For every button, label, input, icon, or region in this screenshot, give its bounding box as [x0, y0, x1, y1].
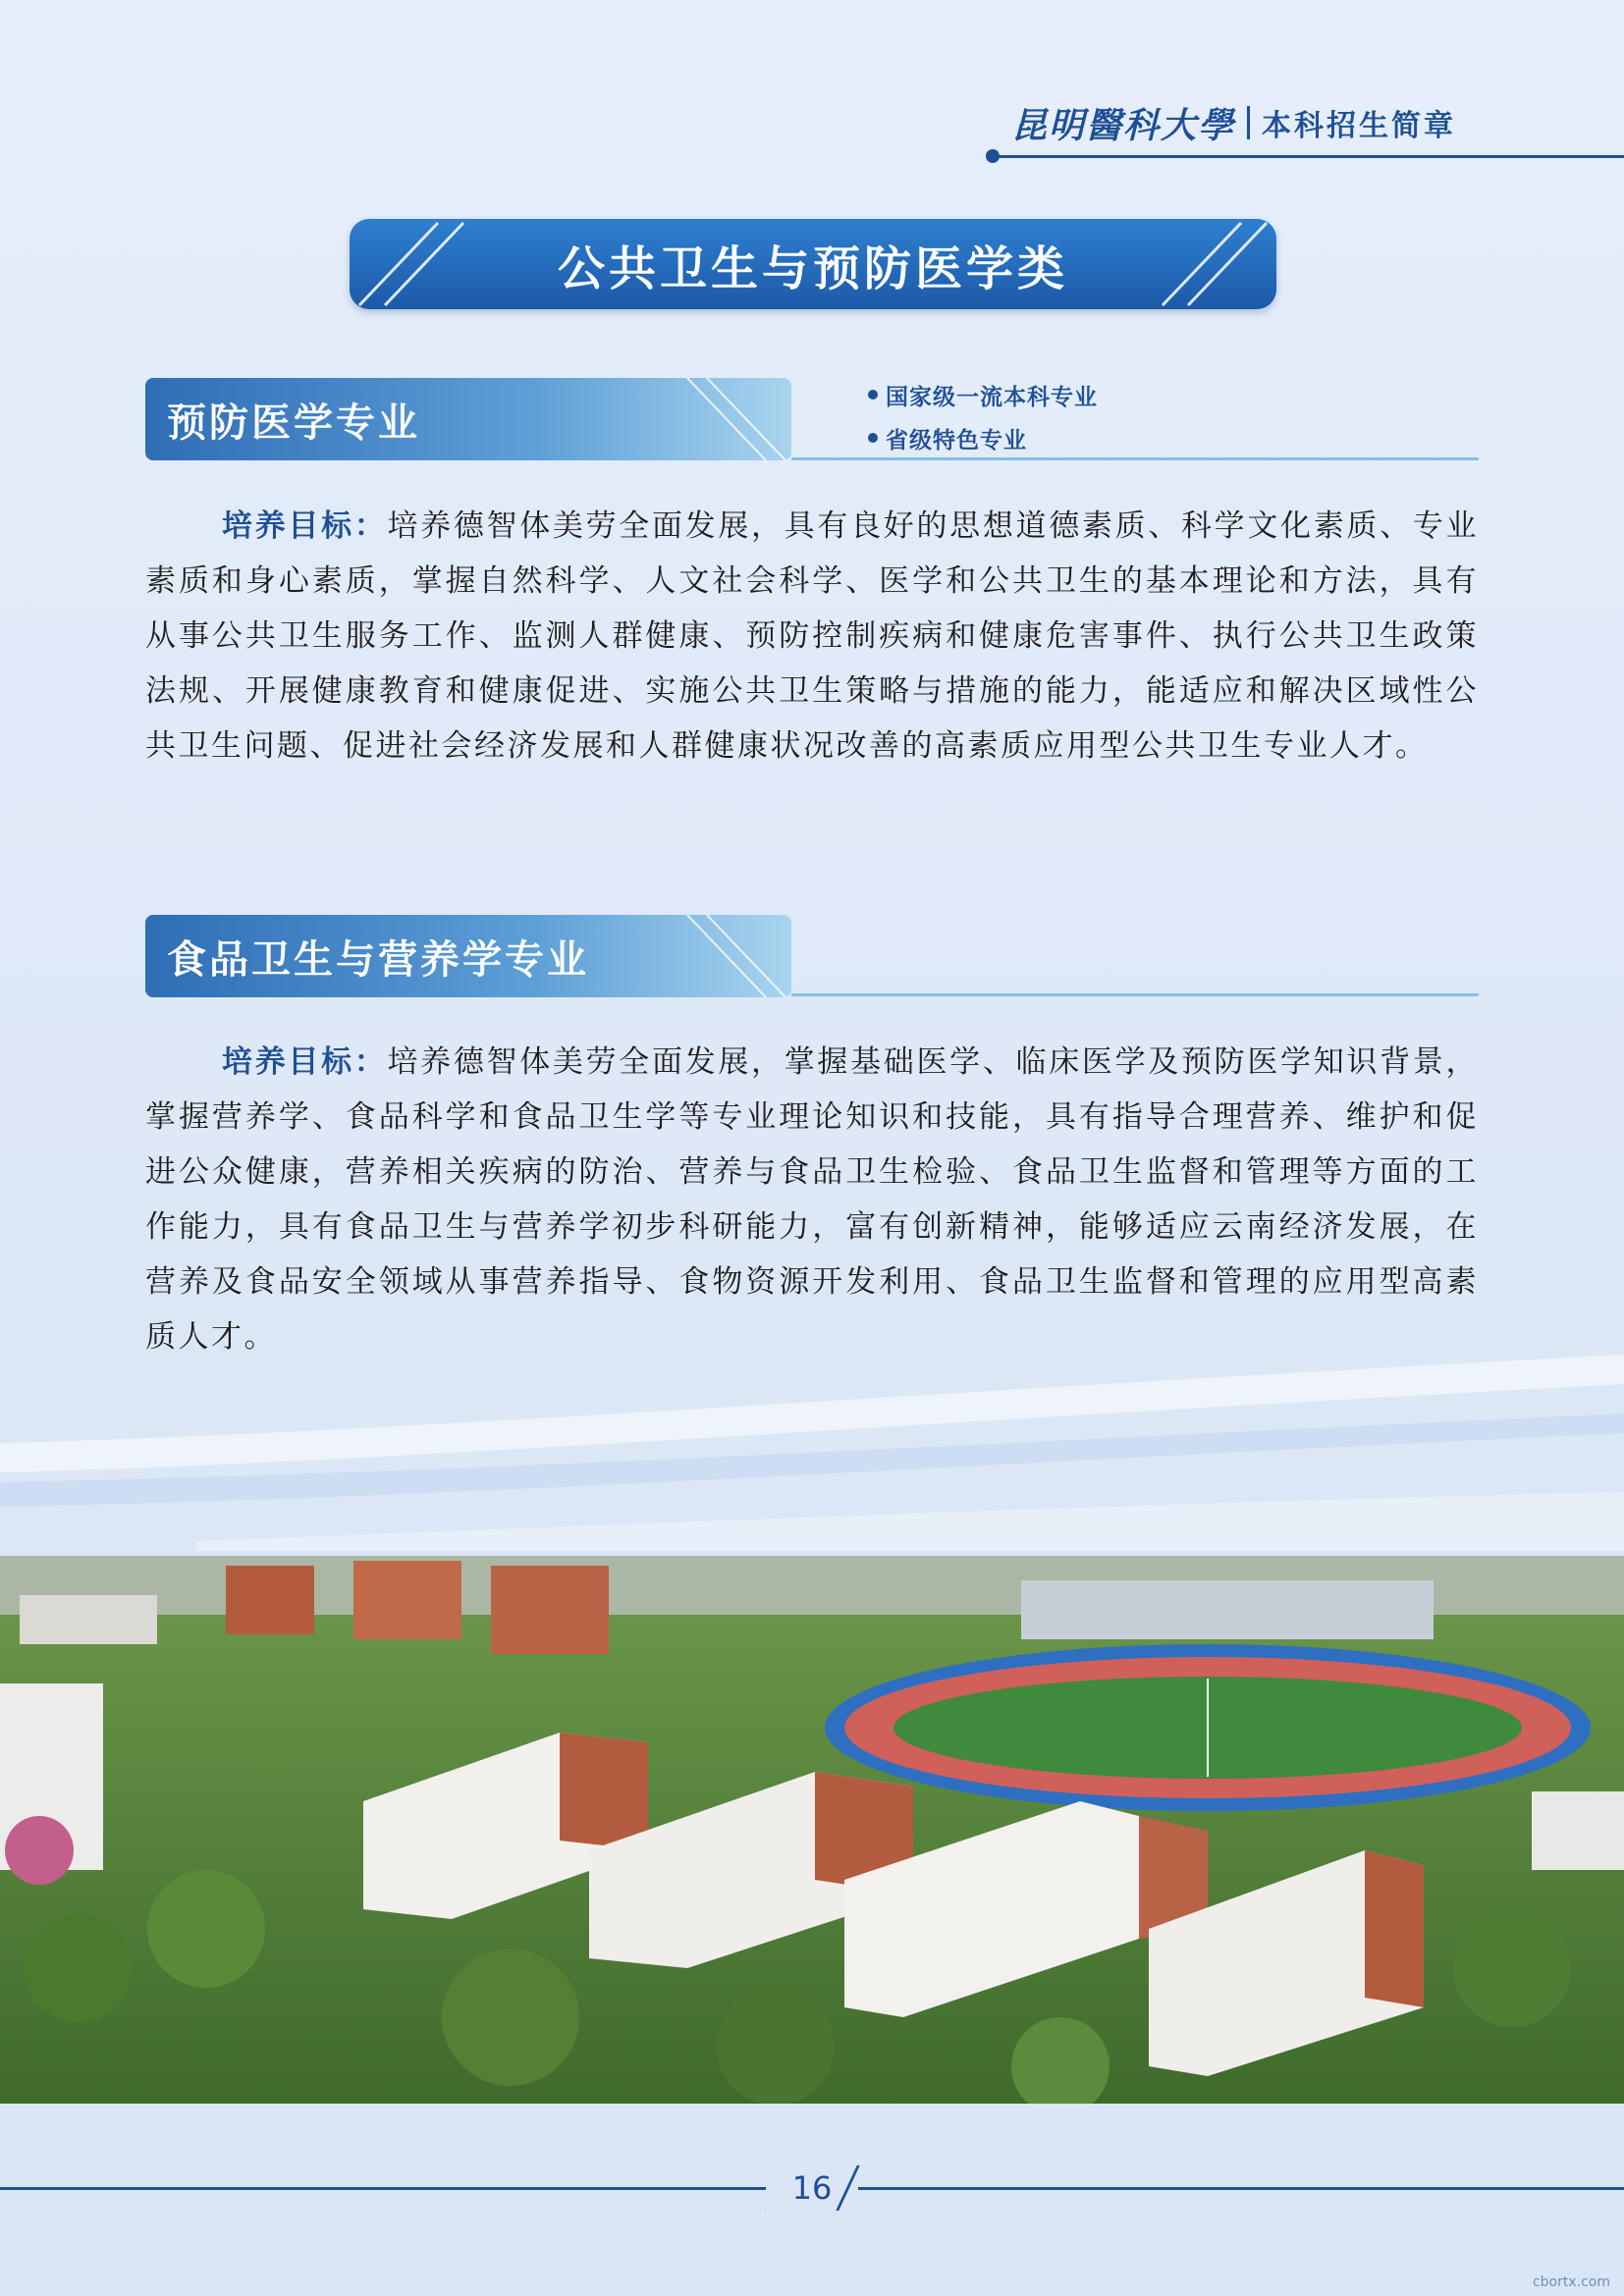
header-divider: [1247, 106, 1250, 139]
brochure-subtitle: 本科招生简章: [1262, 109, 1457, 143]
goal-text: 培养德智体美劳全面发展，掌握基础医学、临床医学及预防医学知识背景，掌握营养学、食品科学和食品卫生学等专业理论知识和技能，具有指导合理营养、维护和促进公众健康，营养相关疾病的防治、营养与食品卫生检验、食品卫生监督和管理等方面的工作能力，具有食品卫生与营养学初步科研能力，富有创新精神，能够适应云南经济发展，在营养及食品安全领域从事营养指导、食物资源开发利用、食品卫生监督和管理的应用型高素质人才。: [145, 1044, 1480, 1355]
bullet-icon: [868, 390, 878, 400]
title-banner: [350, 219, 1276, 309]
goal-label: 培养目标：: [222, 1044, 388, 1080]
campus-aerial-photo: [0, 1556, 1624, 2104]
header-line: [994, 155, 1624, 158]
watermark: cbortx.com: [1532, 2274, 1610, 2290]
section-stripes: [683, 915, 791, 997]
bullet-icon: [868, 433, 878, 443]
school-name-logo: 昆明醫科大學: [1011, 104, 1236, 146]
section-title: 食品卫生与营养学专业: [167, 936, 589, 983]
decorative-waves: [0, 1315, 1624, 1551]
tag-item: [868, 416, 1098, 459]
tag-label: 国家级一流本科专业: [886, 384, 1098, 410]
section1-paragraph: [145, 499, 1479, 774]
page-number-box: [766, 2164, 858, 2212]
page-title: 公共卫生与预防医学类: [557, 240, 1068, 296]
goal-label: 培养目标：: [222, 508, 388, 544]
tag-item: [868, 373, 1098, 416]
banner-stripes-left: [350, 219, 467, 309]
page-number: 16: [791, 2169, 833, 2207]
tag-label: 省级特色专业: [886, 427, 1027, 454]
banner-stripes-right: [1159, 219, 1276, 309]
section-title: 预防医学专业: [167, 400, 420, 446]
header-brand: [1011, 98, 1456, 147]
section-rule: [791, 993, 1479, 996]
section-heading-preventive-medicine: [145, 378, 791, 460]
section-heading-food-hygiene-nutrition: [145, 915, 791, 997]
section-stripes: [683, 378, 791, 460]
honor-tags: [868, 373, 1098, 459]
goal-text: 培养德智体美劳全面发展，具有良好的思想道德素质、科学文化素质、专业素质和身心素质，掌握自然科学、人文社会科学、医学和公共卫生的基本理论和方法，具有从事公共卫生服务工作、监测人群健康、预防控制疾病和健康危害事件、执行公共卫生政策法规、开展健康教育和健康促进、实施公共卫生策略与措施的能力，能适应和解决区域性公共卫生问题、促进社会经济发展和人群健康状况改善的高素质应用型公共卫生专业人才。: [145, 508, 1480, 764]
